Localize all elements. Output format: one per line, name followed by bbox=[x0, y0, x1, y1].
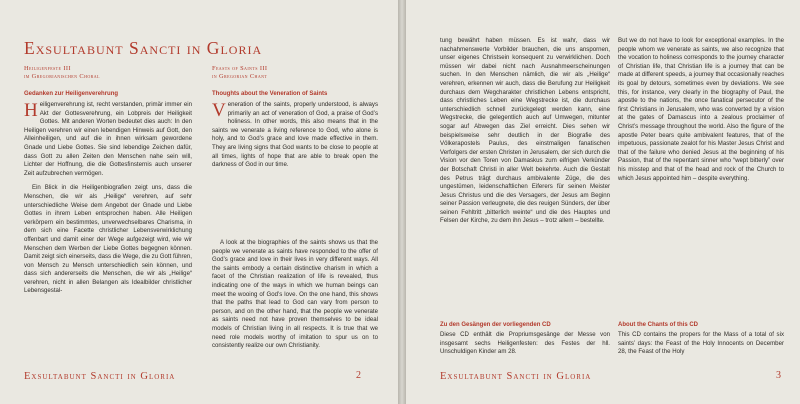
subtitle-german-line-1: Heiligenfeste III bbox=[24, 65, 71, 72]
left-page bbox=[0, 0, 398, 404]
german-drop-cap: H bbox=[24, 101, 38, 121]
german-text-column bbox=[24, 101, 192, 359]
english-paragraph-3: But we do not have to look for exceptional examples. In the people whom we venerate as saints, we also recognize that the vocation to holiness corresponds to the journey character of Christian life, that Christian life is a journey that can be made at different speeds, a journey that occasionally reaches its goal by detours, sometimes even by deviations. We see this, for instance, very clearly in the biography of Paul, the apostle to the nations, the once fanatical persecutor of the first Christians in Jerusalem, who was converted by a vision at the gates of Damascus into a zealous proclaimer of Christ’s message throughout the world. Also the figure of the apostle Peter bears quite ambivalent features, that of the impetuous, passionate zealot for his Master Jesus Christ and that of the failure who denied Jesus at the beginning of his Passion, that of the repentant sinner who “wept bitterly” over his misstep and that of the head and rock of the Church to which Jesus appointed him – despite everything. bbox=[618, 37, 784, 182]
page-footer-title: Exsultabunt Sancti in Gloria bbox=[24, 371, 176, 382]
german-text-column bbox=[440, 37, 610, 305]
page-footer-title: Exsultabunt Sancti in Gloria bbox=[440, 371, 592, 382]
subtitle-english bbox=[212, 65, 267, 81]
german-paragraph-2: Ein Blick in die Heiligenbiografien zeigt uns, dass die Menschen, die wir als „Heilige“ verehren, auf sehr unterschiedliche Weise dem Angebot der Gnade und Liebe Gottes in ihrem Leben entsprochen haben. Alle Heiligen verkörpern ein bestimmtes, unverwechselbares Charisma, in dem sich eine Facette christlicher Lebensverwirklichung offenbart und damit einer der Wege aufgezeigt wird, wie wir Menschen dem Werben der Liebe Gottes begegnen können. Damit zeigt sich einerseits, dass die Wege, die zu Gott führen, von Mensch zu Mensch unterschiedlich sein können, und dass sich andererseits die Menschen, die wir als „Heilige“ verehren, nicht in allen Belangen als Idealbilder christlicher Lebensgestal- bbox=[24, 184, 192, 295]
subtitle-english-line-1: Feasts of Saints III bbox=[212, 65, 268, 72]
subtitle-german bbox=[24, 65, 100, 81]
page-title: Exsultabunt Sancti in Gloria bbox=[24, 38, 263, 58]
subtitle-german-line-2: im Gregorianischen Choral bbox=[24, 73, 100, 80]
subtitle-english-line-2: in Gregorian Chant bbox=[212, 73, 268, 80]
german-cd-heading: Zu den Gesängen der vorliegenden CD bbox=[440, 322, 551, 328]
german-paragraph-1 bbox=[24, 101, 192, 178]
german-paragraph-1-text: eiligenverehrung ist, recht verstanden, primär immer ein Akt der Gottesverehrung, ein Lobpreis der Heiligkeit Gottes. Mit anderen Worten bedeutet dies auch: In den Heiligen verehren wir einen lebendigen Hinweis auf Gott, den Alleinheiligen, und auf die in ihnen wirksam gewordene Gnade und Liebe Gottes. Sie sind lebendige Zeichen dafür, dass Gott zu allen Zeiten den Menschen nahe sein will, Lichter der Hoffnung, die die Gottesfinsternis auch unserer Zeit aufzubrechen vermögen. bbox=[24, 101, 192, 177]
english-text-column-top bbox=[212, 101, 378, 201]
english-cd-paragraph: This CD contains the propers for the Mass of a total of six saints’ days: the Feast of the Holy Innocents on December 28, the Feast of the Holy bbox=[618, 331, 784, 356]
english-paragraph-1-text: eneration of the saints, properly understood, is always primarily an act of veneration of God, a praise of God’s holiness. In other words, this also means that in the saints we venerate a living reference to God, who alone is holy, and to God’s grace and love made effective in them. They are living signs that God wants to be close to people at all times, lights of hope that are able to break open the darkness of God in our time. bbox=[212, 101, 378, 169]
german-cd-text bbox=[440, 331, 610, 359]
english-cd-heading: About the Chants of this CD bbox=[618, 322, 698, 328]
book-gutter bbox=[398, 0, 406, 404]
english-section-heading: Thoughts about the Veneration of Saints bbox=[212, 91, 328, 97]
english-paragraph-2: A look at the biographies of the saints shows us that the people we venerate as saints have responded to the offer of God’s grace and love in their lives in very different ways. All the saints embody a certain distinctive charism in which a facet of the Christian realization of life is revealed, thus indicating one of the ways in which we human beings can meet the wooing of God’s love. On the one hand, this shows that the paths that lead to God can vary from person to person, and on the other hand, that the people we venerate as saints need not have proven themselves to be ideal models of Christian living in all respects. It is true that we need role models worthy of imitation to spur us on to consistently realize our own Christianity. bbox=[212, 239, 378, 350]
right-page bbox=[406, 0, 800, 404]
english-text-column bbox=[618, 37, 784, 237]
german-cd-paragraph: Diese CD enthält die Propriumsgesänge der Messe von insgesamt sechs Heiligenfesten: des Festes der hll. Unschuldigen Kinder am 28. bbox=[440, 331, 610, 356]
english-drop-cap: V bbox=[212, 101, 226, 121]
page-number: 2 bbox=[356, 370, 361, 381]
page-number: 3 bbox=[776, 370, 781, 381]
german-section-heading: Gedanken zur Heiligenverehrung bbox=[24, 91, 119, 97]
english-cd-text bbox=[618, 331, 784, 359]
german-paragraph-3: tung bewährt haben müssen. Es ist wahr, dass wir nachahmenswerte Vorbilder brauchen, die uns anspornen, unser eigenes Christsein konsequent zu verwirklichen. Doch müssen wir dabei nicht nach Ausnahmeerscheinungen suchen. In den Menschen nämlich, die wir als „Heilige“ verehren, erkennen wir auch, dass die Berufung zur Heiligkeit durchaus dem Wegcharakter christlichen Lebens entspricht, dass christliches Leben eine Wegstrecke ist, die durchaus unterschiedlich schnell zurückgelegt werden kann, eine Wegstrecke, die gelegentlich auch auf Umwegen, mitunter sogar auf Abwegen das Ziel erreicht. Dies sehen wir beispielsweise sehr deutlich in der Biografie des Völkerapostels Paulus, des einstmaligen fanatischen Verfolgers der ersten Christen in Jerusalem, der sich durch die Vision vor den Toren von Damaskus zum eifrigen Verkünder der Botschaft Christi in aller Welt bekehrte. Auch die Gestalt des Petrus trägt durchaus ambivalente Züge, die des ungestümen, leidenschaftlichen Eiferers für seinen Meister Jesus Christus und die des Versagers, der Jesus am Beginn seiner Passion verleugnete, die des reuigen Sünders, der über seinen Fehltritt „bitterlich weinte“ und die des Hauptes und Felsen der Kirche, zu dem ihn Jesus – trotz allem – bestellte. bbox=[440, 37, 610, 225]
english-text-column-bottom bbox=[212, 239, 378, 359]
english-paragraph-1 bbox=[212, 101, 378, 170]
